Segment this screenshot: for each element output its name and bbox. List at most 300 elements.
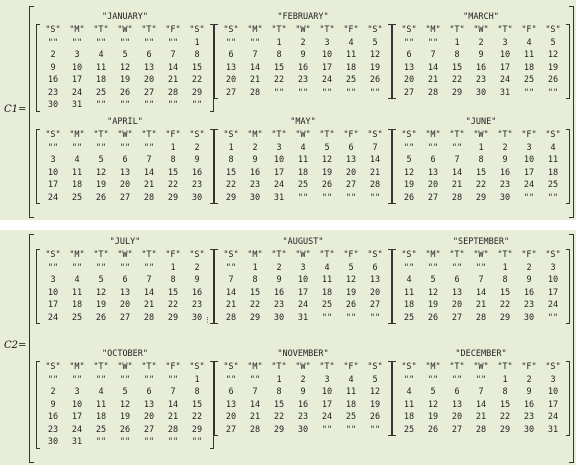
day-cell: 25 [345,75,357,85]
day-cell: 20 [119,300,131,310]
day-cell: 27 [119,312,131,323]
weekday-label: "S" [545,362,561,372]
day-cell: 16 [475,62,487,73]
day-cell: 13 [345,155,357,165]
day-cell: 16 [523,287,535,298]
day-cell: "" [47,374,59,385]
month-grid [214,361,392,436]
day-cell: "" [523,87,535,98]
week-row [36,142,214,155]
week-row [36,312,214,325]
day-cell: 3 [50,275,56,285]
weekday-label: "M" [425,130,441,140]
weekday-label: "S" [45,250,61,260]
day-cell: 21 [167,412,179,422]
week-row [36,99,214,112]
weekday-label: "F" [343,130,359,140]
day-cell: 15 [191,62,203,73]
weekday-label: "F" [343,25,359,35]
day-cell: 13 [369,275,381,285]
week-row [214,62,392,75]
day-cell: 23 [273,300,285,310]
day-cell: 3 [526,142,532,153]
day-cell: 20 [427,180,439,190]
day-cell: 1 [170,142,176,153]
day-cell: 4 [406,387,412,397]
day-cell: 2 [50,387,56,397]
day-cell: 3 [74,387,80,397]
weekday-label: "S" [45,362,61,372]
day-cell: "" [71,262,83,273]
day-cell: 6 [122,275,128,285]
week-row [392,49,570,62]
weekday-label: "F" [521,130,537,140]
day-cell: 2 [276,262,282,273]
day-cell: 27 [225,424,237,435]
day-cell: 9 [194,275,200,285]
weekday-label: "S" [367,362,383,372]
day-cell: 20 [403,75,415,85]
week-row [392,179,570,192]
weekday-label: "T" [449,362,465,372]
day-cell: 24 [71,424,83,435]
day-cell: 21 [369,167,381,178]
day-cell: 18 [403,300,415,310]
day-cell: 9 [300,50,306,60]
day-cell: 24 [47,312,59,323]
weekday-label: "S" [401,362,417,372]
day-cell: 10 [71,399,83,410]
weekday-label: "S" [545,130,561,140]
weekday-label: "T" [497,25,513,35]
week-row [214,299,392,312]
weekday-label: "M" [247,130,263,140]
weekday-label: "T" [93,130,109,140]
weekday-label: "W" [473,130,489,140]
day-cell: 6 [122,155,128,165]
day-cell: 28 [167,424,179,435]
day-cell: 18 [71,180,83,190]
day-cell: 12 [547,50,559,60]
day-cell: "" [369,312,381,323]
day-cell: "" [119,374,131,385]
day-cell: 1 [502,374,508,385]
month-grid [392,24,570,99]
week-row [36,386,214,399]
day-cell: 2 [502,142,508,153]
month-grid [214,24,392,99]
day-cell: 30 [47,437,59,447]
weekday-label: "F" [165,362,181,372]
day-cell: 23 [47,424,59,435]
week-row [36,287,214,300]
weekday-label: "F" [343,362,359,372]
day-cell: 9 [276,275,282,285]
day-cell: 26 [345,300,357,310]
day-cell: 18 [403,412,415,422]
weekday-label: "W" [473,250,489,260]
calendar-panel-c2 [0,230,576,465]
week-row [214,262,392,275]
weekday-label: "W" [117,130,133,140]
week-row [214,37,392,50]
week-row [214,386,392,399]
day-cell: 4 [74,155,80,165]
day-cell: 23 [499,180,511,190]
day-cell: 8 [194,387,200,397]
weekday-label: "M" [425,250,441,260]
month-title: "AUGUST" [282,237,324,247]
week-row [214,374,392,387]
day-cell: 16 [523,399,535,410]
weekday-header-row [36,361,214,374]
day-cell: 6 [348,142,354,153]
week-row [214,192,392,205]
day-cell: "" [47,262,59,273]
day-cell: 11 [547,155,559,165]
week-row [392,424,570,437]
day-cell: 21 [167,75,179,85]
day-cell: 15 [225,167,237,178]
day-cell: 11 [95,62,107,73]
day-cell: 12 [95,287,107,298]
day-cell: 22 [451,75,463,85]
weekday-label: "T" [319,362,335,372]
day-cell: "" [475,374,487,385]
week-row [36,154,214,167]
week-row [214,167,392,180]
day-cell: 12 [403,167,415,178]
day-cell: 8 [252,275,258,285]
day-cell: 19 [119,412,131,422]
day-cell: 5 [122,387,128,397]
day-cell: "" [297,87,309,98]
month-title: "APRIL" [107,117,143,127]
day-cell: 16 [47,412,59,422]
weekday-label: "S" [545,250,561,260]
day-cell: 9 [50,62,56,73]
panel-label [4,340,26,351]
day-cell: 6 [406,50,412,60]
day-cell: 26 [119,424,131,435]
day-cell: 10 [47,167,59,178]
day-cell: 29 [273,424,285,435]
day-cell: "" [71,142,83,153]
day-cell: 25 [297,180,309,190]
weekday-label: "F" [165,250,181,260]
day-cell: 23 [523,300,535,310]
day-cell: 7 [252,387,258,397]
day-cell: 21 [427,75,439,85]
day-cell: "" [47,142,59,153]
weekday-label: "T" [449,130,465,140]
day-cell: 28 [427,87,439,98]
day-cell: 5 [430,275,436,285]
day-cell: 28 [225,312,237,323]
day-cell: 2 [50,50,56,60]
day-cell: 18 [345,399,357,410]
day-cell: "" [95,142,107,153]
month-grid [214,249,392,324]
month-title: "MARCH" [463,12,499,22]
week-row [392,399,570,412]
weekday-label: "S" [367,130,383,140]
day-cell: 23 [475,75,487,85]
day-cell: 17 [71,412,83,422]
day-cell: 6 [146,387,152,397]
day-cell: 31 [547,424,559,435]
day-cell: 14 [369,155,381,165]
day-cell: 11 [345,387,357,397]
week-row [392,386,570,399]
weekday-label: "S" [367,250,383,260]
weekday-label: "S" [189,130,205,140]
weekday-header-row [36,249,214,262]
day-cell: 9 [50,399,56,410]
month-grid [36,361,214,449]
day-cell: 18 [345,62,357,73]
day-cell: 4 [98,387,104,397]
weekday-label: "T" [141,25,157,35]
day-cell: 8 [478,155,484,165]
weekday-label: "S" [189,25,205,35]
day-cell: 7 [146,275,152,285]
day-cell: 16 [249,167,261,178]
day-cell: 19 [403,180,415,190]
day-cell: "" [225,37,237,48]
day-cell: 26 [369,412,381,422]
day-cell: 17 [321,62,333,73]
day-cell: 12 [369,50,381,60]
weekday-label: "T" [497,130,513,140]
day-cell: 2 [526,262,532,273]
day-cell: 13 [427,167,439,178]
day-cell: "" [523,192,535,203]
day-cell: 14 [475,287,487,298]
day-cell: "" [119,262,131,273]
week-row [36,167,214,180]
day-cell: 15 [273,62,285,73]
day-cell: 4 [98,50,104,60]
day-cell: 13 [143,399,155,410]
day-cell: "" [119,100,131,110]
day-cell: 12 [119,399,131,410]
day-cell: "" [345,424,357,435]
day-cell: "" [321,87,333,98]
day-cell: 25 [403,424,415,435]
day-cell: "" [451,262,463,273]
day-cell: 9 [252,155,258,165]
day-cell: 31 [273,192,285,203]
day-cell: 14 [167,62,179,73]
weekday-label: "W" [295,25,311,35]
weekday-label: "T" [141,130,157,140]
week-row [392,62,570,75]
day-cell: 5 [98,155,104,165]
day-cell: 15 [273,399,285,410]
week-row [214,87,392,100]
week-row [214,312,392,325]
day-cell: 19 [369,399,381,410]
day-cell: 28 [369,180,381,190]
day-cell: 21 [249,412,261,422]
day-cell: 1 [454,37,460,48]
day-cell: 9 [478,50,484,60]
panel-label [4,104,26,115]
weekday-label: "T" [319,25,335,35]
week-row [392,274,570,287]
day-cell: 16 [297,399,309,410]
day-cell: 14 [167,399,179,410]
day-cell: 29 [451,87,463,98]
day-cell: 15 [191,399,203,410]
day-cell: "" [427,262,439,273]
day-cell: 26 [321,180,333,190]
weekday-header-row [214,249,392,262]
day-cell: 20 [143,412,155,422]
day-cell: "" [249,374,261,385]
day-cell: "" [403,37,415,48]
weekday-header-row [36,129,214,142]
day-cell: 8 [454,50,460,60]
weekday-label: "F" [521,25,537,35]
day-cell: 29 [499,424,511,435]
day-cell: "" [427,142,439,153]
week-row [36,87,214,100]
equals-sign: = [18,104,27,115]
weekday-label: "M" [247,25,263,35]
week-row [214,399,392,412]
day-cell: 16 [499,167,511,178]
day-cell: "" [143,142,155,153]
day-cell: "" [95,100,107,110]
day-cell: 19 [345,287,357,298]
day-cell: 1 [276,37,282,48]
day-cell: 24 [273,180,285,190]
month-title: "JANUARY" [101,12,149,22]
day-cell: 22 [499,300,511,310]
day-cell: "" [95,37,107,48]
week-row [392,37,570,50]
day-cell: 16 [273,287,285,298]
weekday-header-row [392,249,570,262]
day-cell: 28 [143,192,155,203]
day-cell: 30 [191,192,203,203]
day-cell: 18 [523,62,535,73]
day-cell: 25 [523,75,535,85]
day-cell: "" [547,192,559,203]
day-cell: 8 [194,50,200,60]
day-cell: 16 [47,75,59,85]
day-cell: 22 [475,180,487,190]
day-cell: 29 [191,424,203,435]
day-cell: 11 [95,399,107,410]
day-cell: 13 [403,62,415,73]
weekday-label: "S" [223,362,239,372]
weekday-label: "F" [521,250,537,260]
day-cell: 11 [71,167,83,178]
weekday-label: "M" [425,25,441,35]
day-cell: 13 [451,287,463,298]
weekday-label: "W" [473,25,489,35]
day-cell: "" [95,437,107,447]
day-cell: "" [225,262,237,273]
day-cell: 3 [324,37,330,48]
week-row [214,274,392,287]
weekday-label: "T" [497,362,513,372]
day-cell: 13 [119,167,131,178]
weekday-label: "T" [449,25,465,35]
day-cell: 19 [547,62,559,73]
day-cell: 10 [47,287,59,298]
day-cell: 31 [71,437,83,447]
weekday-label: "S" [189,250,205,260]
day-cell: 25 [345,412,357,422]
day-cell: 26 [95,312,107,323]
weekday-header-row [214,24,392,37]
month-grid [36,249,214,324]
day-cell: "" [547,87,559,98]
weekday-label: "S" [223,250,239,260]
week-row [214,287,392,300]
weekday-label: "W" [295,362,311,372]
day-cell: 22 [273,75,285,85]
day-cell: 27 [143,87,155,98]
day-cell: 1 [194,374,200,385]
day-cell: 23 [297,412,309,422]
day-cell: 23 [191,300,203,310]
day-cell: 3 [550,262,556,273]
day-cell: 24 [297,300,309,310]
day-cell: 22 [225,180,237,190]
day-cell: 2 [526,374,532,385]
day-cell: 30 [297,424,309,435]
day-cell: 7 [454,155,460,165]
day-cell: 7 [146,155,152,165]
weekday-label: "M" [69,25,85,35]
day-cell: 27 [369,300,381,310]
weekday-label: "M" [69,362,85,372]
day-cell: 11 [71,287,83,298]
day-cell: 8 [276,50,282,60]
day-cell: 17 [47,180,59,190]
day-cell: 4 [74,275,80,285]
day-cell: 15 [499,399,511,410]
day-cell: 1 [502,262,508,273]
day-cell: "" [249,37,261,48]
day-cell: 27 [427,192,439,203]
day-cell: 18 [297,167,309,178]
day-cell: "" [321,312,333,323]
day-cell: 11 [403,399,415,410]
day-cell: 4 [300,142,306,153]
day-cell: 19 [95,300,107,310]
week-row [36,49,214,62]
weekday-label: "S" [223,25,239,35]
day-cell: 5 [550,37,556,48]
day-cell: 3 [50,155,56,165]
day-cell: "" [71,37,83,48]
day-cell: 22 [167,180,179,190]
day-cell: 25 [71,192,83,203]
weekday-label: "M" [247,362,263,372]
day-cell: "" [71,374,83,385]
weekday-label: "T" [271,25,287,35]
day-cell: 21 [225,300,237,310]
week-row [392,167,570,180]
day-cell: 18 [95,75,107,85]
day-cell: 24 [547,300,559,310]
